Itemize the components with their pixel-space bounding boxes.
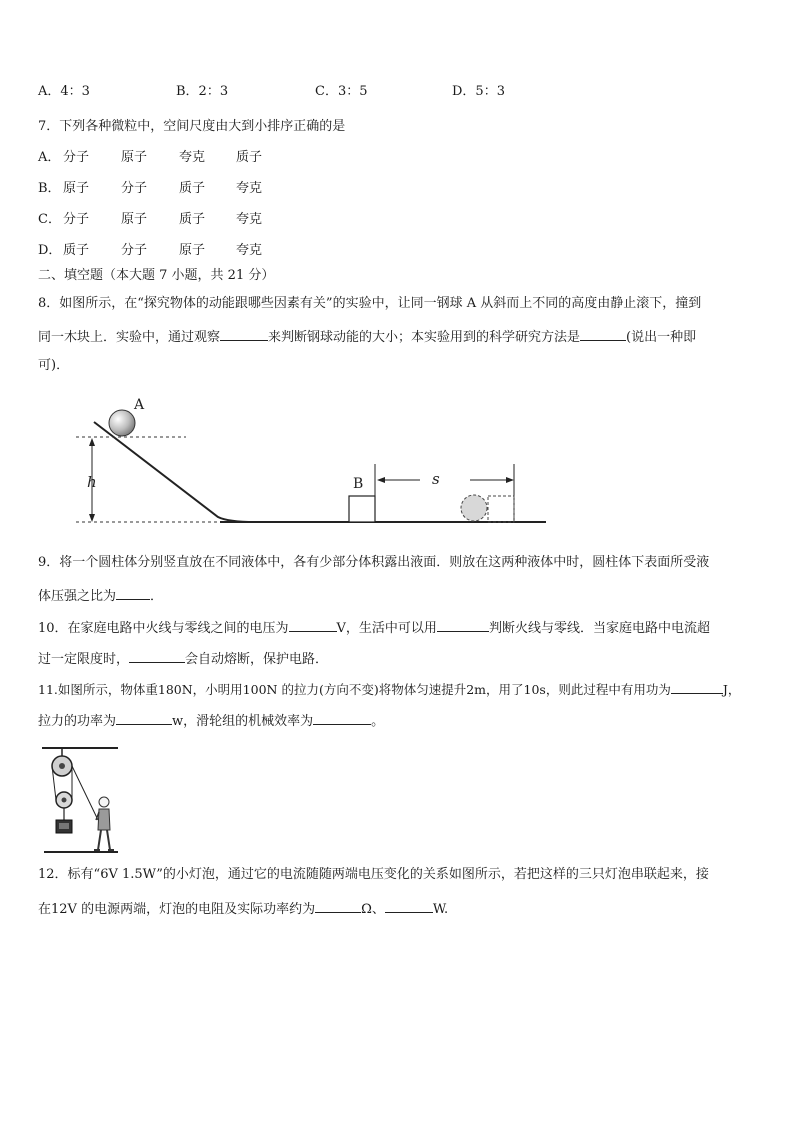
q6-option-a: A．4：3 (38, 84, 90, 99)
q7-option-item: 夸克 (236, 212, 263, 227)
q7-option-item: 夸克 (236, 243, 263, 258)
option-label: A． (38, 150, 61, 165)
q8-line-2 (38, 328, 696, 346)
q11-text: 。 (371, 714, 385, 729)
pulley-figure (42, 744, 120, 856)
label-h: h (87, 473, 97, 491)
q11-text: 11.如图所示，物体重180N，小明用100N 的拉力(方向不变)将物体匀速提升2m，用了10s，则此过程中有用功为 (38, 682, 671, 697)
ball-a (109, 410, 135, 436)
q7-option-item: 原子 (63, 181, 90, 196)
q11-text: w，滑轮组的机械效率为 (172, 714, 314, 729)
answer-blank[interactable] (580, 328, 626, 341)
q9-text: 体压强之比为 (38, 589, 117, 604)
incline-ball-figure (70, 392, 555, 530)
q7-option-a (38, 150, 60, 166)
q11-text: J， (722, 682, 741, 697)
q7-option-item: 夸克 (179, 150, 206, 165)
answer-blank[interactable] (315, 900, 361, 913)
person-leg (98, 830, 101, 850)
answer-blank[interactable] (116, 587, 150, 600)
q6-option-c: C．3：5 (315, 84, 368, 99)
q9-text: ． (150, 589, 164, 604)
q11-line-2 (38, 712, 384, 730)
q9-line-2 (38, 587, 163, 605)
q10-line-2 (38, 650, 328, 668)
q7-stem: 7．下列各种微粒中，空间尺度由大到小排序正确的是 (38, 119, 346, 134)
q7-option-item: 夸克 (236, 181, 263, 196)
weight-label (59, 823, 69, 829)
pulley-axle (62, 798, 67, 803)
arrow-head-right (506, 477, 514, 483)
person-body (98, 809, 110, 830)
q7-option-item: 分子 (63, 150, 90, 165)
q8-line-3: 可)． (38, 358, 70, 373)
arrow-head-left (377, 477, 385, 483)
q7-option-item: 原子 (179, 243, 206, 258)
displaced-ball (461, 495, 487, 521)
answer-blank[interactable] (313, 712, 371, 725)
q8-text: (说出一种即 (626, 330, 697, 345)
q11-text: 拉力的功率为 (38, 714, 117, 729)
answer-blank[interactable] (671, 681, 723, 694)
q12-text: W. (432, 902, 449, 917)
displaced-block (488, 496, 514, 522)
person-head (99, 797, 109, 807)
q7-option-item: 质子 (236, 150, 263, 165)
rope (72, 766, 98, 820)
person-leg (107, 830, 110, 850)
answer-blank[interactable] (129, 650, 185, 663)
q10-text: V，生活中可以用 (336, 621, 437, 636)
answer-blank[interactable] (437, 619, 489, 632)
answer-blank[interactable] (116, 712, 172, 725)
q7-option-item: 质子 (179, 181, 206, 196)
q7-option-item: 质子 (63, 243, 90, 258)
q6-option-b: B．2：3 (176, 84, 229, 99)
answer-blank[interactable] (289, 619, 337, 632)
q7-option-item: 原子 (121, 150, 148, 165)
q8-line-1: 8．如图所示，在“探究物体的动能跟哪些因素有关”的实验中，让同一钢球 A 从斜而上不同的高度由静止滚下，撞到 (38, 296, 702, 311)
q7-option-d (38, 243, 61, 259)
q6-option-d: D．5：3 (452, 84, 505, 99)
q7-option-item: 分子 (63, 212, 90, 227)
q8-text: 同一木块上．实验中，通过观察 (38, 330, 221, 345)
q12-text: Ω、 (361, 902, 385, 917)
q7-option-item: 分子 (121, 243, 148, 258)
label-a: A (134, 397, 145, 413)
answer-blank[interactable] (385, 900, 433, 913)
q12-line-2 (38, 900, 448, 918)
q10-text: 过一定限度时， (38, 652, 130, 667)
section-title: 二、填空题（本大题 7 小题，共 21 分） (38, 268, 275, 283)
q12-text: 在12V 的电源两端，灯泡的电阻及实际功率约为 (38, 902, 316, 917)
q10-text: 会自动熔断，保护电路． (185, 652, 329, 667)
q10-text: 判断火线与零线．当家庭电路中电流超 (488, 621, 710, 636)
q10-text: 10．在家庭电路中火线与零线之间的电压为 (38, 621, 289, 636)
q7-option-item: 原子 (121, 212, 148, 227)
q8-text: 来判断钢球动能的大小；本实验用到的科学研究方法是 (268, 330, 581, 345)
label-s: s (432, 470, 440, 488)
q7-option-c (38, 212, 61, 228)
q11-line-1 (38, 681, 740, 698)
answer-blank[interactable] (220, 328, 268, 341)
q7-option-item: 分子 (121, 181, 148, 196)
arrow-head-up (89, 438, 95, 446)
option-label: C． (38, 212, 61, 227)
label-b: B (353, 476, 364, 492)
q10-line-1 (38, 619, 710, 637)
arrow-head-down (89, 514, 95, 522)
option-label: B． (38, 181, 61, 196)
q7-option-b (38, 181, 61, 197)
option-label: D． (38, 243, 62, 258)
q9-line-1: 9．将一个圆柱体分别竖直放在不同液体中，各有少部分体积露出液面．则放在这两种液体中时，圆柱体下表面所受液 (38, 555, 710, 570)
q7-option-item: 质子 (179, 212, 206, 227)
block-b (349, 496, 375, 522)
q12-line-1: 12．标有“6V 1.5W”的小灯泡，通过它的电流随随两端电压变化的关系如图所示，若把这样的三只灯泡串联起来，接 (38, 867, 709, 882)
pulley-axle (59, 763, 65, 769)
